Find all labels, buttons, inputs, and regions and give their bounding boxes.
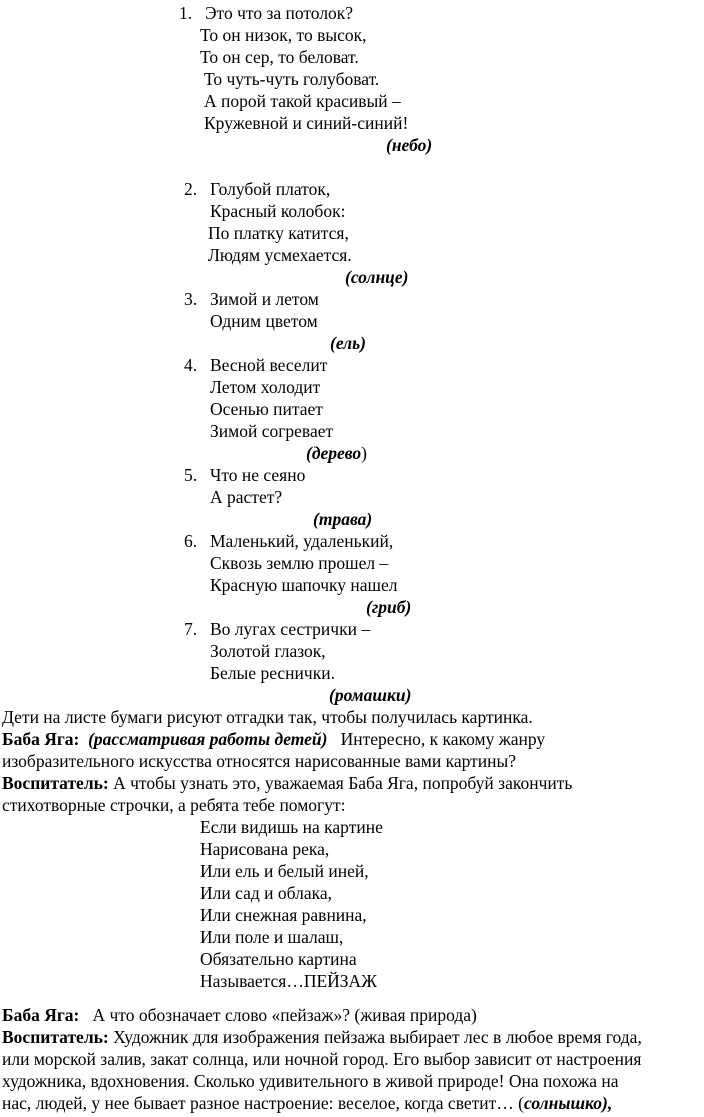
riddle-6-line-3: Красную шапочку нашел: [210, 575, 398, 595]
poem-line-4: Или сад и облака,: [200, 883, 332, 903]
riddle-1-line-4: То чуть-чуть голубоват.: [204, 69, 380, 89]
riddle-2-answer: (солнце): [345, 267, 409, 287]
poem-line-3: Или ель и белый иней,: [200, 861, 369, 881]
riddle-4-line-3: Осенью питает: [210, 399, 323, 419]
riddle-6-line-1: 6. Маленький, удаленький,: [184, 531, 394, 551]
riddle-2-line-2: Красный колобок:: [210, 201, 346, 221]
riddle-1-line-5: А порой такой красивый –: [204, 91, 401, 111]
riddle-4-answer: (дерево): [306, 443, 367, 463]
speaker-baba-yaga: Баба Яга:: [2, 1005, 80, 1025]
riddle-7-line-3: Белые реснички.: [210, 663, 335, 683]
riddle-3-line-2: Одним цветом: [210, 311, 318, 331]
riddle-1-line-2: То он низок, то высок,: [200, 25, 367, 45]
baba-yaga-question: Баба Яга: А что обозначает слово «пейзаж»? (живая природа): [2, 1005, 477, 1025]
riddle-6-answer: (гриб): [366, 597, 412, 617]
answer-word: солнышко),: [523, 1093, 613, 1113]
riddle-5-line-1: 5. Что не сеяно: [184, 465, 306, 485]
riddle-1-line-6: Кружевной и синий-синий!: [204, 113, 409, 133]
baba-yaga-line-2: изобразительного искусства относятся нарисованные вами картины?: [2, 751, 517, 771]
riddle-4-line-1: 4. Весной веселит: [184, 355, 328, 375]
riddle-1-line-3: То он сер, то беловат.: [200, 47, 359, 67]
riddle-number: 2.: [184, 179, 198, 199]
speaker-baba-yaga: Баба Яга:: [2, 729, 80, 749]
riddle-number: 3.: [184, 289, 198, 309]
riddle-3-line-1: 3. Зимой и летом: [184, 289, 319, 309]
riddle-2-line-4: Людям усмехается.: [208, 245, 352, 265]
baba-yaga-line-1: Баба Яга: (рассматривая работы детей) Интересно, к какому жанру: [2, 729, 546, 749]
riddle-1-answer: (небо): [386, 135, 433, 155]
teacher-line-2: стихотворные строчки, а ребята тебе помогут:: [2, 795, 346, 815]
riddle-1-line-1: 1. Это что за потолок?: [179, 3, 354, 23]
riddle-number: 5.: [184, 465, 198, 485]
poem-line-2: Нарисована река,: [200, 839, 330, 859]
riddle-number: 6.: [184, 531, 198, 551]
riddle-7-line-1: 7. Во лугах сестрички –: [184, 619, 371, 639]
riddle-5-answer: (трава): [313, 509, 373, 529]
riddle-number: 4.: [184, 355, 198, 375]
riddle-7-line-2: Золотой глазок,: [210, 641, 326, 661]
riddle-4-line-2: Летом холодит: [210, 377, 321, 397]
riddle-number: 7.: [184, 619, 198, 639]
teacher-answer-line-4: нас, людей, у нее бывает разное настроение: веселое, когда светит… (солнышко),: [2, 1093, 613, 1113]
speaker-teacher: Воспитатель:: [2, 1027, 109, 1047]
riddle-5-line-2: А растет?: [210, 487, 283, 507]
riddle-2-line-1: 2. Голубой платок,: [184, 179, 331, 199]
poem-line-6: Или поле и шалаш,: [200, 927, 344, 947]
teacher-answer-line-1: Воспитатель: Художник для изображения пейзажа выбирает лес в любое время года,: [2, 1027, 642, 1047]
speaker-teacher: Воспитатель:: [2, 773, 109, 793]
poem-line-7: Обязательно картина: [200, 949, 357, 969]
riddle-4-line-4: Зимой согревает: [210, 421, 334, 441]
poem-line-1: Если видишь на картине: [200, 817, 383, 837]
teacher-line-1: Воспитатель: А чтобы узнать это, уважаемая Баба Яга, попробуй закончить: [2, 773, 573, 793]
stage-direction: (рассматривая работы детей): [88, 729, 328, 749]
riddle-3-answer: (ель): [330, 333, 366, 353]
teacher-answer-line-2: или морской залив, закат солнца, или ночной город. Его выбор зависит от настроения: [2, 1049, 642, 1069]
riddle-number: 1.: [179, 3, 193, 23]
paragraph-children-draw: Дети на листе бумаги рисуют отгадки так, чтобы получилась картинка.: [2, 707, 533, 727]
teacher-answer-line-3: художника, вдохновения. Сколько удивительного в живой природе! Она похожа на: [2, 1071, 619, 1091]
poem-line-8: Называется…ПЕЙЗАЖ: [200, 971, 377, 991]
riddle-2-line-3: По платку катится,: [208, 223, 349, 243]
poem-line-5: Или снежная равнина,: [200, 905, 367, 925]
riddle-7-answer: (ромашки): [329, 685, 412, 705]
riddle-6-line-2: Сквозь землю прошел –: [210, 553, 389, 573]
